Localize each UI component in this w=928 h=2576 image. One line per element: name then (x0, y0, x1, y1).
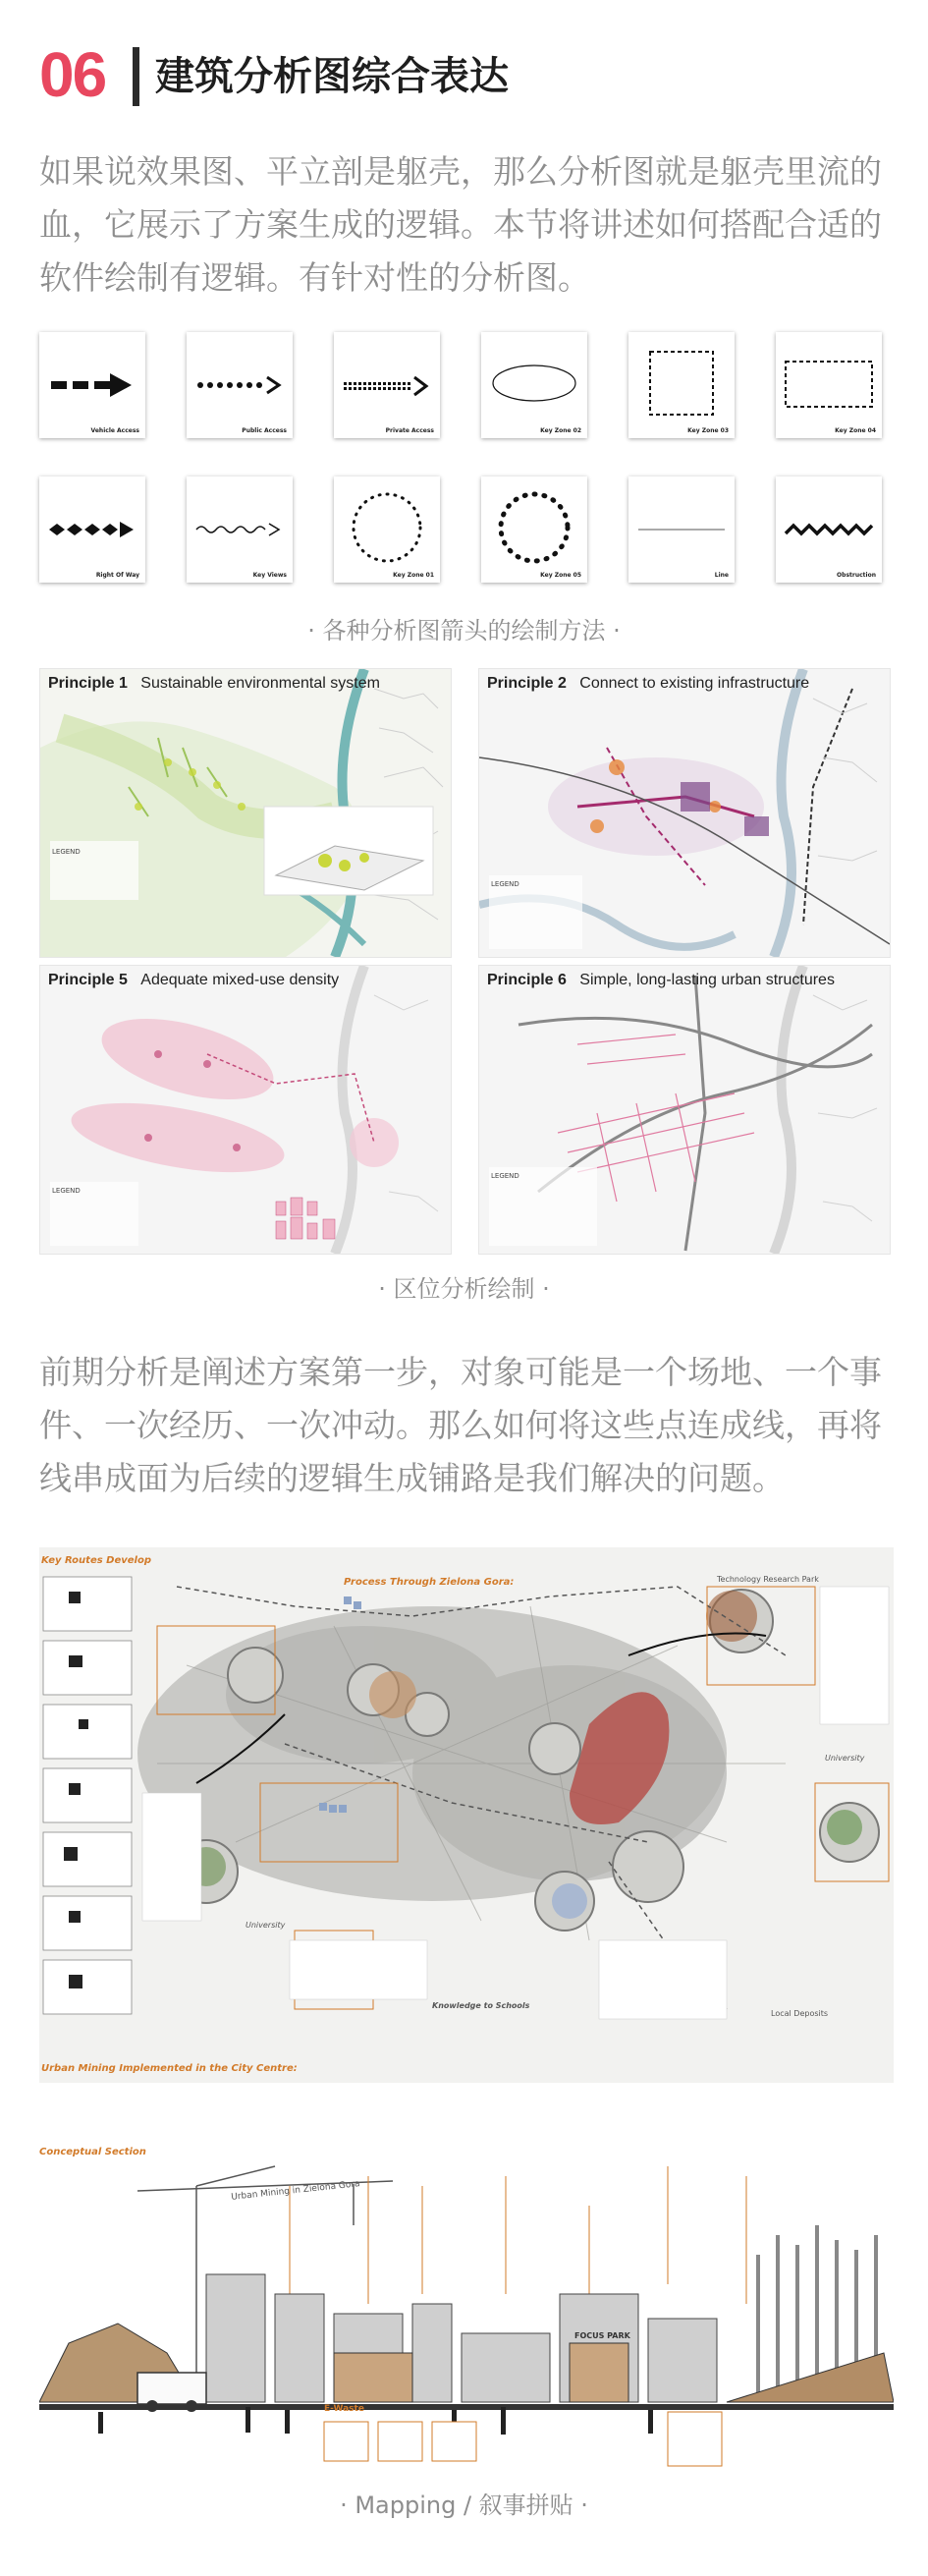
urban-mining-tag: Urban Mining in Zielona Gora (230, 2179, 361, 2203)
arrow-card-label: Private Access (385, 427, 434, 434)
arrow-card-label: Line (714, 572, 729, 579)
process-label: Process Through Zielona Gora: (344, 1577, 515, 1588)
arrow-card (776, 476, 882, 583)
principle-5-legend: LEGEND (52, 1187, 81, 1195)
arrow-card (334, 332, 440, 438)
thick-dashed-arrow-icon (39, 332, 145, 438)
principle-1-legend: LEGEND (52, 848, 81, 856)
principle-panel-2 (478, 668, 891, 958)
wavy-arrow-icon (187, 476, 293, 583)
diamond-arrow-icon (39, 476, 145, 583)
arrow-card (187, 332, 293, 438)
section-number: 06 (39, 39, 106, 110)
knowledge-label: Knowledge to Schools (432, 2001, 530, 2010)
arrow-card-label: Key Zone 03 (687, 427, 729, 434)
header-divider (133, 47, 139, 106)
principle-1-map (40, 669, 451, 957)
arrow-card-label: Vehicle Access (90, 427, 139, 434)
caption-mapping: · Mapping / 叙事拼贴 · (340, 2492, 588, 2519)
caption-arrows: · 各种分析图箭头的绘制方法 · (307, 617, 621, 644)
arrow-card (628, 332, 735, 438)
principle-5-title: Principle 5 Adequate mixed-use density (48, 972, 340, 988)
arrow-card-label: Key Zone 04 (835, 427, 876, 434)
arrow-card-label: Key Zone 01 (393, 572, 434, 579)
principle-6-map (479, 966, 890, 1254)
university-label-left: University (246, 1921, 286, 1930)
arrow-card-label: Key Zone 02 (540, 427, 581, 434)
principle-panel-5 (39, 965, 452, 1255)
university-label-right: University (825, 1754, 865, 1763)
dotted-arrow-icon (187, 332, 293, 438)
dashed-rectangle-icon (776, 332, 882, 438)
arrow-card-label: Key Views (252, 572, 287, 579)
principle-panel-6 (478, 965, 891, 1255)
focus-park-sign: FOCUS PARK (574, 2331, 630, 2340)
arrow-card (776, 332, 882, 438)
arrow-card (187, 476, 293, 583)
principle-6-legend: LEGEND (491, 1172, 519, 1180)
arrow-card (481, 476, 587, 583)
ellipse-icon (481, 332, 587, 438)
principle-1-title: Principle 1 Sustainable environmental system (48, 675, 380, 692)
arrow-card-label: Public Access (242, 427, 287, 434)
intro-paragraph: 如果说效果图、平立剖是躯壳，那么分析图就是躯壳里流的血，它展示了方案生成的逻辑。本节将讲述如何搭配合适的软件绘制有逻辑。有针对性的分析图。 (39, 152, 882, 297)
principle-panel-1 (39, 668, 452, 958)
principle-2-title: Principle 2 Connect to existing infrastructure (487, 675, 810, 692)
arrow-card-label: Key Zone 05 (540, 572, 581, 579)
arrow-card (334, 476, 440, 583)
analysis-paragraph: 前期分析是阐述方案第一步，对象可能是一个场地、一个事件、一次经历、一次冲动。那么如何将这些点连成线，再将线串成面为后续的逻辑生成铺路是我们解决的问题。 (39, 1353, 882, 1497)
tech-park-label: Technology Research Park (717, 1575, 819, 1584)
arrow-card (39, 332, 145, 438)
principle-5-map (40, 966, 451, 1254)
arrow-card (628, 476, 735, 583)
mapping-collage (39, 1547, 894, 2083)
dashed-square-icon (628, 332, 735, 438)
principle-2-map (479, 669, 890, 957)
dotted-circle-icon (334, 476, 440, 583)
bold-dotted-circle-icon (481, 476, 587, 583)
section-title-label: Conceptual Section (39, 2147, 146, 2157)
caption-location: · 区位分析绘制 · (378, 1275, 550, 1303)
arrow-card (481, 332, 587, 438)
urban-mining-label: Urban Mining Implemented in the City Centre: (41, 2063, 298, 2074)
zigzag-icon (776, 476, 882, 583)
small-dotted-arrow-icon (334, 332, 440, 438)
local-deposits-label: Local Deposits (771, 2009, 829, 2018)
line-icon (628, 476, 735, 583)
arrow-card-label: Obstruction (837, 572, 876, 579)
principle-6-title: Principle 6 Simple, long-lasting urban structures (487, 972, 835, 988)
arrow-card (39, 476, 145, 583)
section-title: 建筑分析图综合表达 (155, 54, 509, 99)
conceptual-section (39, 2147, 894, 2471)
section-illustration (39, 2147, 894, 2471)
key-routes-label: Key Routes Develop (41, 1555, 152, 1566)
principle-2-legend: LEGEND (491, 880, 519, 888)
arrow-card-label: Right Of Way (95, 572, 139, 579)
e-waste-label: E-Waste (324, 2404, 364, 2414)
